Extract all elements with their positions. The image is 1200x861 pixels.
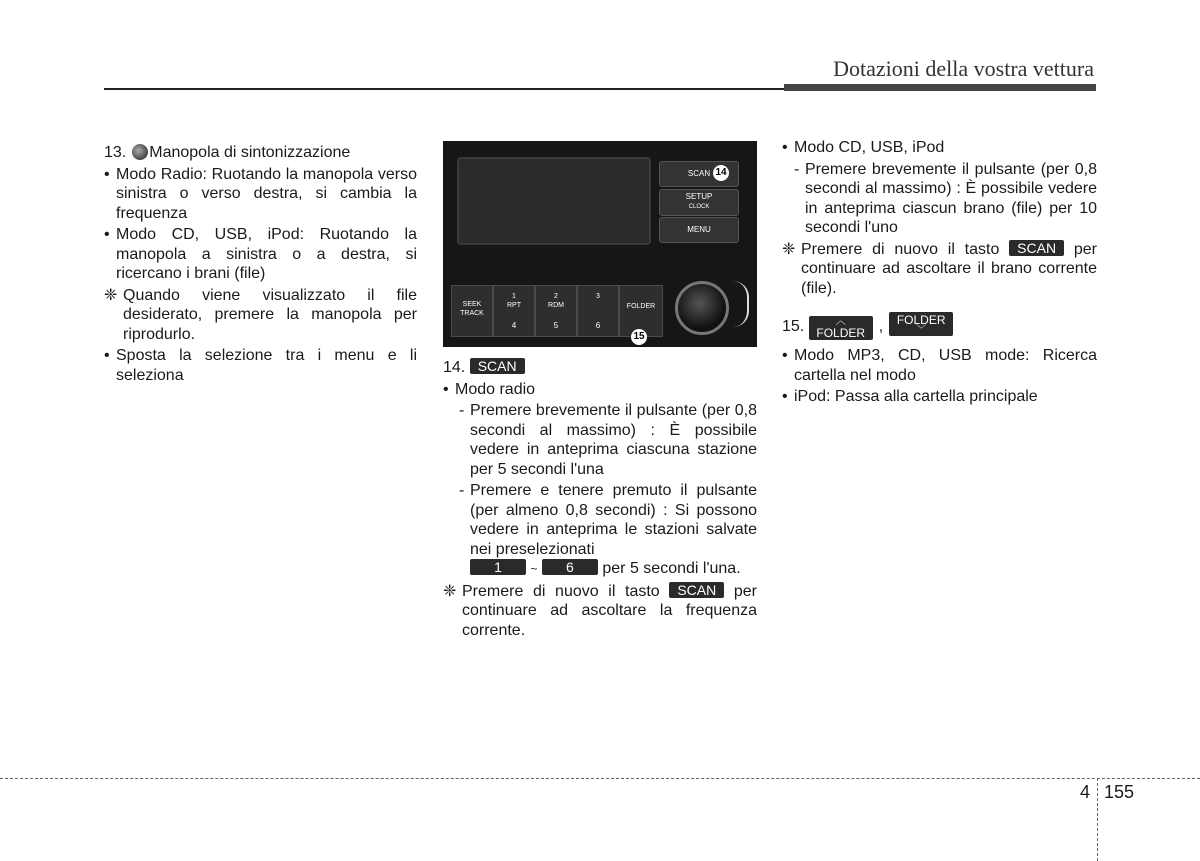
- note-item: [782, 240, 1097, 299]
- bullet-mark: •: [104, 226, 110, 243]
- note-item: [104, 286, 417, 345]
- dash-mark: -: [794, 160, 800, 178]
- list-item-text: Sposta la selezione tra i menu e li seleziona: [116, 347, 417, 384]
- panel-menu-button: MENU: [659, 217, 739, 243]
- page-header-title: Dotazioni della vostra vettura: [833, 56, 1094, 81]
- sub-item: [459, 481, 757, 580]
- folder-down-key: FOLDER ﹀: [889, 312, 953, 336]
- page-number: 155: [1104, 782, 1135, 802]
- list-item-text: Modo radio: [455, 380, 536, 398]
- preset-6-key: 6: [542, 559, 598, 575]
- bullet-mark: •: [782, 388, 788, 405]
- callout-14-badge: 14: [713, 165, 729, 181]
- header-rule-thick: [784, 84, 1096, 91]
- footer-rule: [0, 778, 1200, 779]
- item-13-heading: [104, 143, 417, 163]
- panel-preset-1-4: 1 RPT 4: [493, 285, 535, 337]
- list-item: [104, 225, 417, 284]
- knob-arc-icon: [733, 281, 749, 327]
- note-mark: ❈: [443, 582, 457, 600]
- panel-preset-3-6: 3 6: [577, 285, 619, 337]
- item-number: 13.: [104, 144, 127, 161]
- list-item: [782, 346, 1097, 385]
- audio-panel-illustration: [443, 141, 757, 347]
- note-text: Quando viene visualizzato il file desiderato, premere la manopola per riprodurlo.: [123, 286, 417, 343]
- preset-1-key: 1: [470, 559, 526, 575]
- sub-item-text: Premere brevemente il pulsante (per 0,8 secondi al massimo) : È possibile vedere in anteprima ciascuna stazione per 5 secondi l'una: [470, 402, 757, 478]
- column-left: [104, 143, 417, 387]
- note-item: [443, 582, 757, 641]
- dash-mark: -: [459, 482, 465, 499]
- sub-item-text: Premere brevemente il pulsante (per 0,8 secondi al massimo) : È possibile vedere in anteprima ciascun brano (file) per 10 secondi l'uno: [805, 160, 1097, 236]
- scan-key-label: SCAN: [1009, 240, 1064, 256]
- panel-preset-2-5: 2 RDM 5: [535, 285, 577, 337]
- folder-up-key: ︿ FOLDER: [809, 316, 873, 340]
- bullet-mark: •: [782, 139, 788, 156]
- item-15-heading: 15. ︿ FOLDER , FOLDER ﹀: [782, 312, 1097, 340]
- item-14-heading: [443, 358, 757, 378]
- item-title: Manopola di sintonizzazione: [149, 144, 351, 161]
- bullet-mark: •: [104, 347, 110, 364]
- list-item: [104, 346, 417, 385]
- list-item-text: iPod: Passa alla cartella principale: [794, 388, 1038, 405]
- tuning-knob-icon: [675, 281, 729, 335]
- sub-item-text: Premere e tenere premuto il pulsante (per almeno 0,8 secondi) : Si possono vedere in anteprima le stazioni salvate nei preselezionati 1 ~ 6 per 5 secondi l'una.: [470, 482, 757, 577]
- chapter-number: 4: [1080, 782, 1091, 802]
- list-item: [782, 387, 1097, 407]
- note-text: Premere di nuovo il tasto SCAN per continuare ad ascoltare la frequenza corrente.: [462, 581, 757, 639]
- list-item: [443, 380, 757, 400]
- column-right: [782, 138, 1097, 409]
- note-mark: ❈: [782, 240, 796, 258]
- callout-15-badge: 15: [631, 329, 647, 345]
- dash-mark: -: [459, 402, 465, 419]
- panel-setup-button: SETUP CLOCK: [659, 189, 739, 216]
- list-item: [782, 138, 1097, 158]
- list-item-text: Modo CD, USB, iPod: [794, 139, 945, 156]
- list-item-text: Modo MP3, CD, USB mode: Ricerca cartella nel modo: [794, 347, 1097, 384]
- scan-key-label: SCAN: [470, 358, 525, 374]
- list-item-text: Modo CD, USB, iPod: Ruotando la manopola a sinistra o a destra, si ricercano i brani (file): [116, 226, 417, 282]
- sub-item: [459, 401, 757, 479]
- panel-folder-button: FOLDER: [619, 285, 663, 337]
- list-item: [104, 165, 417, 224]
- item-number: 14.: [443, 359, 466, 376]
- panel-scan-button: SCAN: [659, 161, 739, 187]
- footer-divider: [1097, 778, 1098, 861]
- scan-key-label: SCAN: [669, 582, 724, 598]
- sub-item: [794, 160, 1097, 238]
- note-text: Premere di nuovo il tasto SCAN per continuare ad ascoltare il brano corrente (file).: [801, 239, 1097, 297]
- knob-icon: [132, 144, 148, 160]
- bullet-mark: •: [104, 165, 110, 183]
- bullet-mark: •: [782, 347, 788, 364]
- header-rule: [104, 88, 794, 90]
- note-mark: ❈: [104, 286, 118, 304]
- bullet-mark: •: [443, 380, 449, 398]
- list-item-text: Modo Radio: Ruotando la manopola verso sinistra o verso destra, si cambia la frequenza: [116, 165, 417, 222]
- item-number: 15.: [782, 318, 805, 335]
- panel-seek-track-button: SEEK TRACK: [451, 285, 493, 337]
- column-middle: [443, 358, 757, 642]
- display-screen: [457, 157, 651, 245]
